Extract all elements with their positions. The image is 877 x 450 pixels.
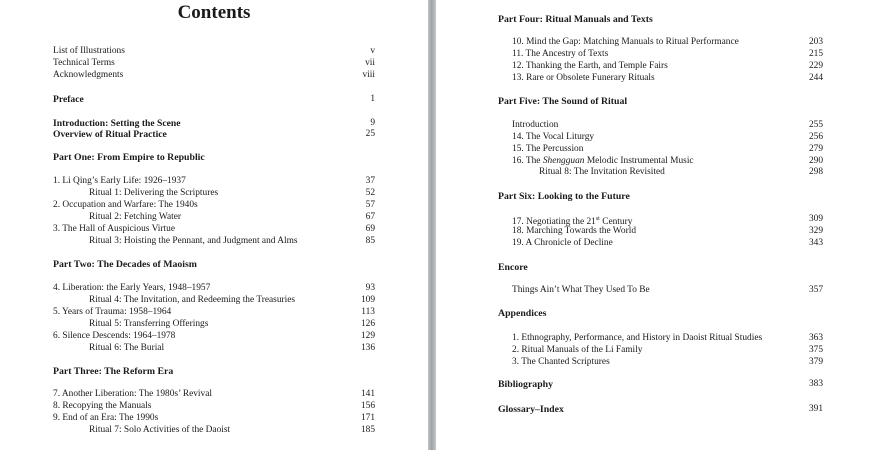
entry-title: List of Illustrations (53, 46, 125, 56)
entry-title: 2. Occupation and Warfare: The 1940s (53, 200, 198, 210)
entry-title: Preface (53, 94, 84, 105)
entry-title: 1. Li Qing’s Early Life: 1926–1937 (53, 176, 186, 186)
entry-page-number: 229 (808, 61, 823, 71)
entry-page-number: 279 (808, 144, 823, 154)
section-heading: Part One: From Empire to Republic (53, 152, 205, 163)
entry-page-number: 363 (808, 333, 823, 343)
entry-page-number: 67 (365, 212, 375, 222)
entry-title: 1. Ethnography, Performance, and History in Daoist Ritual Studies (512, 333, 763, 343)
entry-title: 11. The Ancestry of Texts (512, 49, 609, 59)
entry-page-number: 129 (360, 331, 375, 341)
entry-page-number: 290 (808, 156, 823, 166)
section-page-number: 391 (808, 404, 823, 414)
entry-title: Ritual 7: Solo Activities of the Daoist (89, 425, 231, 435)
section-heading: Part Three: The Reform Era (53, 366, 174, 377)
entry-page-number: 9 (370, 118, 375, 128)
entry-title: 4. Liberation: the Early Years, 1948–1957 (53, 283, 211, 293)
entry-page-number: 85 (365, 236, 375, 246)
entry-page-number: 375 (808, 345, 823, 355)
section-heading: Encore (498, 262, 528, 273)
section-heading: Part Six: Looking to the Future (498, 191, 630, 202)
entry-page-number: 25 (365, 129, 375, 139)
entry-title: Acknowledgments (53, 70, 124, 80)
section-heading: Part Five: The Sound of Ritual (498, 96, 628, 107)
entry-title: Ritual 1: Delivering the Scriptures (89, 188, 219, 198)
section-heading: Part Two: The Decades of Maoism (53, 259, 197, 270)
entry-page-number: 109 (360, 295, 375, 305)
entry-title: 8. Recopying the Manuals (53, 401, 152, 411)
entry-page-number: 126 (360, 319, 375, 329)
entry-title: Ritual 3: Hoisting the Pennant, and Judgment and Alms (89, 236, 298, 246)
entry-page-number: 329 (808, 226, 823, 236)
entry-title: Ritual 5: Transferring Offerings (89, 319, 209, 329)
entry-page-number: 37 (365, 176, 375, 186)
entry-page-number: 309 (808, 214, 823, 224)
entry-page-number: 357 (808, 285, 823, 295)
entry-title: 17. Negotiating the 21st Century (512, 216, 633, 228)
entry-page-number: 379 (808, 357, 823, 367)
entry-page-number: 93 (365, 283, 375, 293)
entry-title: 10. Mind the Gap: Matching Manuals to Ritual Performance (512, 37, 739, 47)
entry-page-number: 136 (360, 343, 375, 353)
entry-title: Ritual 2: Fetching Water (89, 212, 182, 222)
entry-title: 6. Silence Descends: 1964–1978 (53, 331, 176, 341)
entry-page-number: vii (365, 58, 375, 68)
entry-page-number: 185 (360, 425, 375, 435)
page-gutter (428, 0, 436, 450)
entry-title: Ritual 8: The Invitation Revisited (539, 167, 665, 177)
entry-title: Technical Terms (53, 58, 115, 68)
entry-page-number: 256 (808, 132, 823, 142)
entry-title: 13. Rare or Obsolete Funerary Rituals (512, 73, 655, 83)
entry-title: 9. End of an Era: The 1990s (53, 413, 159, 423)
entry-page-number: 203 (808, 37, 823, 47)
entry-title: 2. Ritual Manuals of the Li Family (512, 345, 643, 355)
entry-page-number: 1 (370, 94, 375, 104)
section-heading: Glossary–Index (498, 404, 564, 415)
entry-page-number: 156 (360, 401, 375, 411)
entry-page-number: 141 (360, 389, 375, 399)
entry-title: Ritual 6: The Burial (89, 343, 165, 353)
section-heading: Part Four: Ritual Manuals and Texts (498, 14, 653, 25)
entry-title: 3. The Chanted Scriptures (512, 357, 610, 367)
entry-page-number: viii (362, 70, 375, 80)
entry-page-number: 57 (365, 200, 375, 210)
entry-page-number: 298 (808, 167, 823, 177)
entry-title: 18. Marching Towards the World (512, 226, 637, 236)
entry-page-number: 343 (808, 238, 823, 248)
entry-page-number: v (370, 46, 375, 56)
entry-title: 16. The Shengguan Melodic Instrumental Music (512, 156, 694, 166)
entry-page-number: 215 (808, 49, 823, 59)
section-page-number: 383 (808, 379, 823, 389)
entry-title: 3. The Hall of Auspicious Virtue (53, 224, 175, 234)
page-title: Contents (177, 2, 251, 23)
entry-page-number: 171 (360, 413, 375, 423)
entry-title: 14. The Vocal Liturgy (512, 132, 595, 142)
entry-title: 19. A Chronicle of Decline (512, 238, 613, 248)
entry-page-number: 255 (808, 120, 823, 130)
right-page (436, 0, 877, 450)
entry-title: 15. The Percussion (512, 144, 584, 154)
left-page (0, 0, 428, 450)
entry-page-number: 244 (808, 73, 823, 83)
entry-title: Things Ain’t What They Used To Be (512, 285, 650, 295)
entry-title: 5. Years of Trauma: 1958–1964 (53, 307, 172, 317)
section-heading: Bibliography (498, 379, 553, 390)
entry-title: 7. Another Liberation: The 1980s’ Revival (53, 389, 212, 399)
entry-title: Ritual 4: The Invitation, and Redeeming the Treasuries (89, 295, 296, 305)
entry-page-number: 69 (365, 224, 375, 234)
entry-title: Introduction (512, 120, 559, 130)
entry-title: Overview of Ritual Practice (53, 129, 167, 140)
entry-page-number: 113 (361, 307, 375, 317)
entry-title: 12. Thanking the Earth, and Temple Fairs (512, 61, 668, 71)
entry-title: Introduction: Setting the Scene (53, 118, 181, 129)
entry-page-number: 52 (365, 188, 375, 198)
section-heading: Appendices (498, 308, 547, 319)
